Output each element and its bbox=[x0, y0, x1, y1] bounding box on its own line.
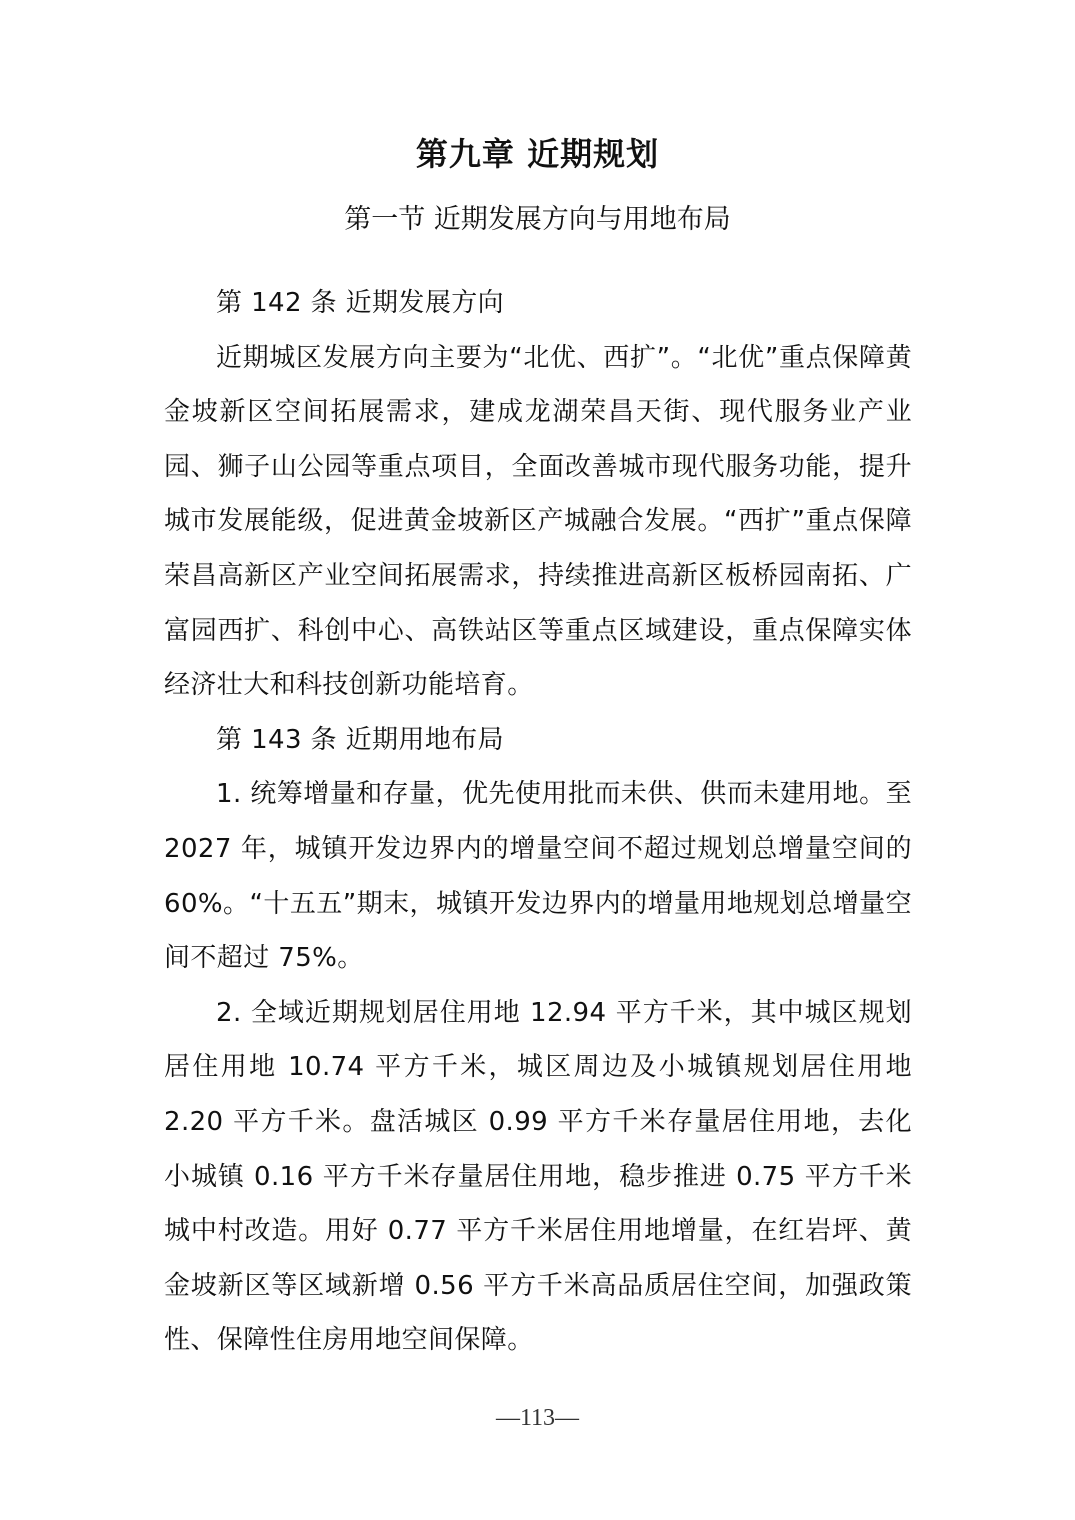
chapter-title: 第九章 近期规划 bbox=[415, 135, 660, 173]
article-143-item-1: 1. 统筹增量和存量，优先使用批而未供、供而未建用地。至 2027 年，城镇开发边界内的增量空间不超过规划总增量空间的 60%。“十五五”期末，城镇开发边界内的增量用地规划总增量空间不超过 75%。 bbox=[164, 779, 912, 974]
article-143-heading: 第 143 条 近期用地布局 bbox=[216, 724, 505, 755]
article-143-item-2: 2. 全域近期规划居住用地 12.94 平方千米，其中城区规划居住用地 10.74 平方千米，城区周边及小城镇规划居住用地 2.20 平方千米。盘活城区 0.99 平方千米存量居住用地，去化小城镇 0.16 平方千米存量居住用地，稳步推进 0.75 平方千米城中村改造。用好 0.77 平方千米居住用地增量，在红岩坪、黄金坡新区等区域新增 0.56 平方千米高品质居住空间，加强政策性、保障性住房用地空间保障。 bbox=[164, 997, 912, 1356]
article-142-paragraph: 近期城区发展方向主要为“北优、西扩”。“北优”重点保障黄金坡新区空间拓展需求，建成龙湖荣昌天街、现代服务业产业园、狮子山公园等重点项目，全面改善城市现代服务功能，提升城市发展能级，促进黄金坡新区产城融合发展。“西扩”重点保障荣昌高新区产业空间拓展需求，持续推进高新区板桥园南拓、广富园西扩、科创中心、高铁站区等重点区域建设，重点保障实体经济壮大和科技创新功能培育。 bbox=[164, 342, 912, 701]
section-title: 第一节 近期发展方向与用地布局 bbox=[344, 204, 731, 235]
article-142-heading: 第 142 条 近期发展方向 bbox=[216, 288, 505, 318]
document-body bbox=[164, 276, 912, 1368]
page-number: —113— bbox=[495, 1405, 580, 1431]
